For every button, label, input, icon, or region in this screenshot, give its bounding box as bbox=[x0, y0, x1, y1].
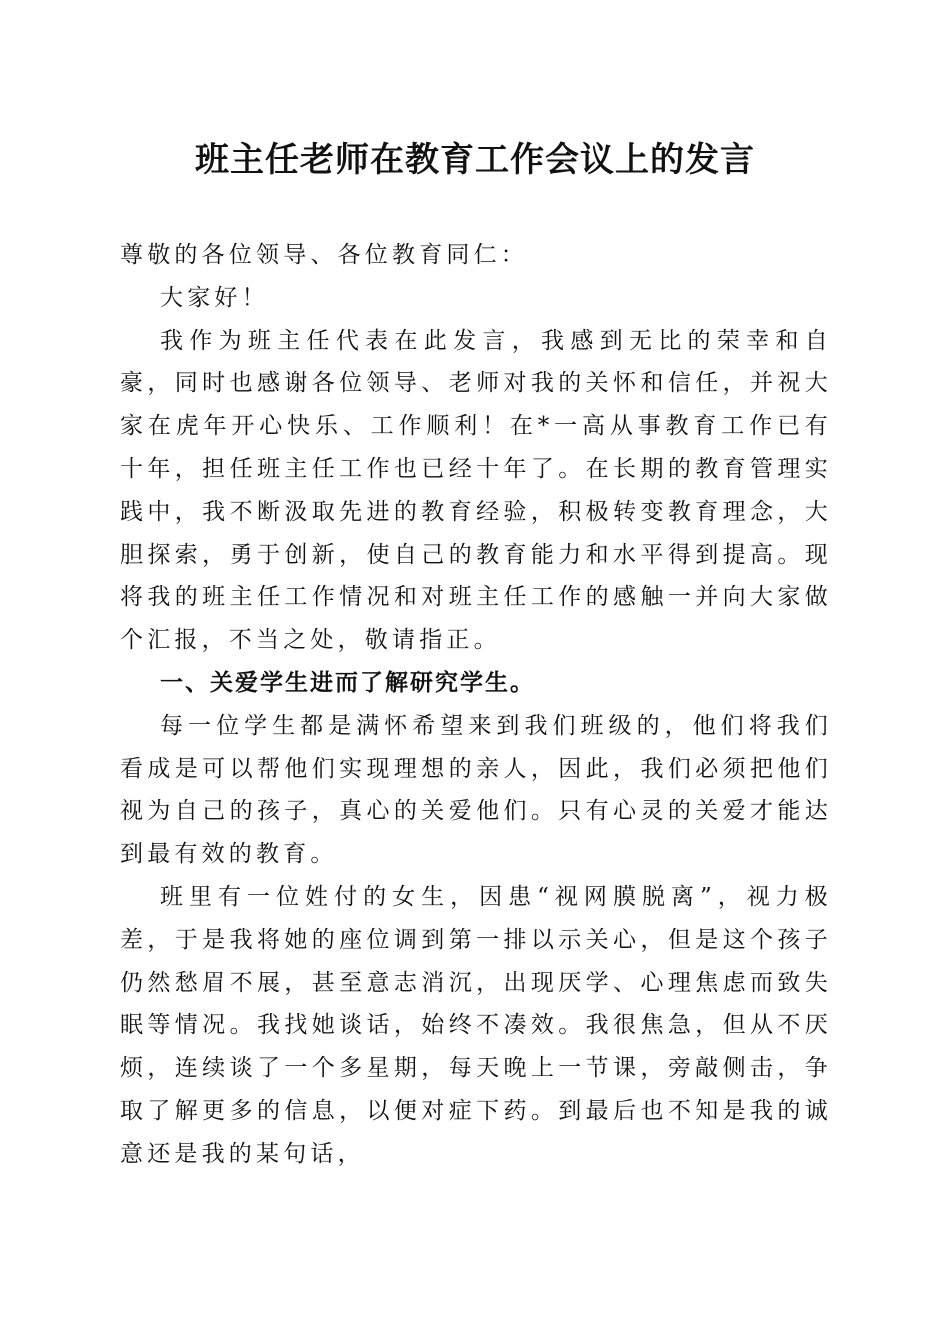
section-paragraph-story: 班里有一位姓付的女生，因患“视网膜脱离”，视力极差，于是我将她的座位调到第一排以示关心，但是这个孩子仍然愁眉不展，甚至意志消沉，出现厌学、心理焦虑而致失眠等情况。我找她谈话，始终不凑效。我很焦急，但从不厌烦，连续谈了一个多星期，每天晚上一节课，旁敲侧击，争取了解更多的信息，以便对症下药。到最后也不知是我的诚意还是我的某句话， bbox=[120, 883, 832, 1167]
greeting: 大家好！ bbox=[160, 284, 269, 311]
salutation: 尊敬的各位领导、各位教育同仁： bbox=[120, 242, 528, 268]
section-heading: 一、关爱学生进而了解研究学生。 bbox=[160, 669, 535, 696]
section-paragraph: 每一位学生都是满怀希望来到我们班级的，他们将我们看成是可以帮他们实现理想的亲人，因此，我们必须把他们视为自己的孩子，真心的关爱他们。只有心灵的关爱才能达到最有效的教育。 bbox=[120, 712, 832, 868]
document-body bbox=[120, 234, 832, 1176]
document-title: 班主任老师在教育工作会议上的发言 bbox=[195, 140, 755, 180]
intro-paragraph: 我作为班主任代表在此发言，我感到无比的荣幸和自豪，同时也感谢各位领导、老师对我的关怀和信任，并祝大家在虎年开心快乐、工作顺利！在*一高从事教育工作已有十年，担任班主任工作也已经十年了。在长期的教育管理实践中，我不断汲取先进的教育经验，积极转变教育理念，大胆探索，勇于创新，使自己的教育能力和水平得到提高。现将我的班主任工作情况和对班主任工作的感触一并向大家做个汇报，不当之处，敬请指正。 bbox=[120, 327, 832, 654]
